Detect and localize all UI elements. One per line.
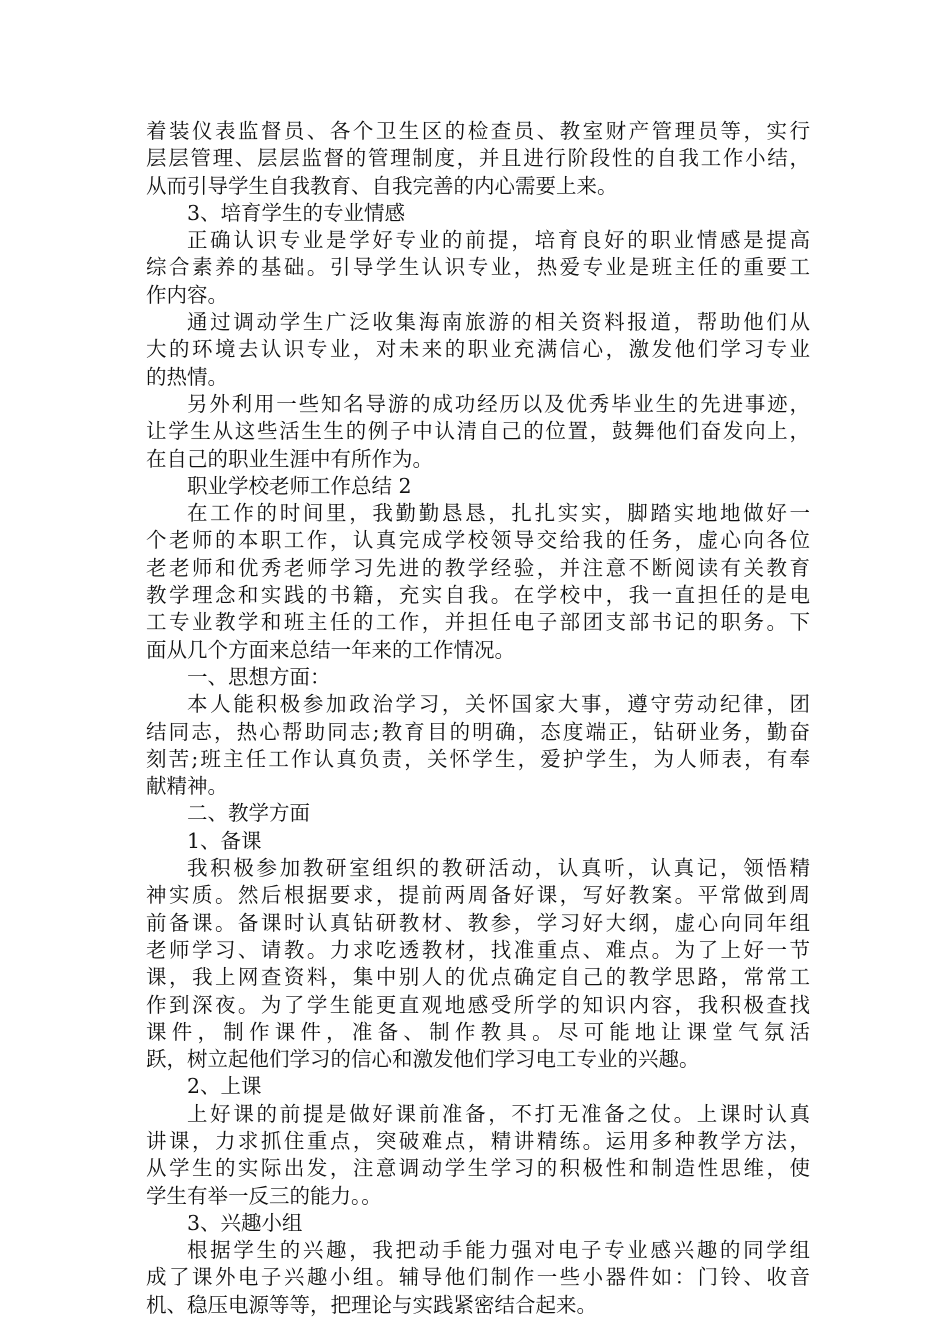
text-line: 层层管理、层层监督的管理制度，并且进行阶段性的自我工作小结， (146, 146, 810, 171)
text-line: 通过调动学生广泛收集海南旅游的相关资料报道，帮助他们从 (187, 310, 810, 335)
text-line: 跃，树立起他们学习的信心和激发他们学习电工专业的兴趣。 (146, 1047, 700, 1072)
text-line: 工专业教学和班主任的工作，并担任电子部团支部书记的职务。下 (146, 610, 810, 635)
text-line: 成了课外电子兴趣小组。辅导他们制作一些小器件如：门铃、收音 (146, 1265, 810, 1290)
text-line: 课，我上网查资料，集中别人的优点确定自己的教学思路，常常工 (146, 965, 810, 990)
text-line: 1、备课 (187, 828, 262, 853)
text-line: 3、培育学生的专业情感 (187, 200, 406, 225)
text-line: 正确认识专业是学好专业的前提，培育良好的职业情感是提高 (187, 228, 810, 253)
text-line: 在自己的职业生涯中有所作为。 (146, 446, 433, 471)
text-line: 大的环境去认识专业，对未来的职业充满信心，激发他们学习专业 (146, 337, 810, 362)
text-line: 让学生从这些活生生的例子中认清自己的位置，鼓舞他们奋发向上， (146, 419, 810, 444)
text-line: 老老师和优秀老师学习先进的教学经验，并注意不断阅读有关教育 (146, 555, 810, 580)
text-line: 二、教学方面 (187, 801, 310, 826)
text-line: 从而引导学生自我教育、自我完善的内心需要上来。 (146, 173, 618, 198)
text-line: 讲课，力求抓住重点，突破难点，精讲精练。运用多种教学方法， (146, 1128, 810, 1153)
text-line: 献精神。 (146, 774, 228, 799)
text-line: 在工作的时间里，我勤勤恳恳，扎扎实实，脚踏实地地做好一 (187, 501, 810, 526)
text-line: 根据学生的兴趣，我把动手能力强对电子专业感兴趣的同学组 (187, 1238, 810, 1263)
text-line: 我积极参加教研室组织的教研活动，认真听，认真记，领悟精 (187, 856, 810, 881)
text-line: 个老师的本职工作，认真完成学校领导交给我的任务，虚心向各位 (146, 528, 810, 553)
text-line: 上好课的前提是做好课前准备，不打无准备之仗。上课时认真 (187, 1101, 810, 1126)
text-line: 作到深夜。为了学生能更直观地感受所学的知识内容，我积极查找 (146, 992, 810, 1017)
text-line: 本人能积极参加政治学习，关怀国家大事，遵守劳动纪律，团 (187, 692, 810, 717)
text-line: 教学理念和实践的书籍，充实自我。在学校中，我一直担任的是电 (146, 583, 810, 608)
text-line: 结同志，热心帮助同志;教育目的明确，态度端正，钻研业务，勤奋 (146, 719, 810, 744)
text-line: 机、稳压电源等等，把理论与实践紧密结合起来。 (146, 1292, 597, 1317)
text-line: 刻苦;班主任工作认真负责，关怀学生，爱护学生，为人师表，有奉 (146, 746, 810, 771)
text-line: 3、兴趣小组 (187, 1210, 303, 1235)
text-line: 的热情。 (146, 364, 228, 389)
text-line: 2、上课 (187, 1074, 262, 1099)
text-line: 神实质。然后根据要求，提前两周备好课，写好教案。平常做到周 (146, 883, 810, 908)
text-line: 一、思想方面： (187, 664, 331, 689)
text-line: 从学生的实际出发，注意调动学生学习的积极性和制造性思维，使 (146, 1156, 810, 1181)
text-line: 作内容。 (146, 282, 228, 307)
text-line: 着装仪表监督员、各个卫生区的检查员、教室财产管理员等，实行 (146, 119, 810, 143)
text-line: 面从几个方面来总结一年来的工作情况。 (146, 637, 515, 662)
text-line: 综合素养的基础。引导学生认识专业，热爱专业是班主任的重要工 (146, 255, 810, 280)
text-line: 另外利用一些知名导游的成功经历以及优秀毕业生的先进事迹， (187, 391, 810, 416)
text-line: 学生有举一反三的能力。。 (146, 1183, 382, 1208)
text-line: 老师学习、请教。力求吃透教材，找准重点、难点。为了上好一节 (146, 937, 810, 962)
text-line: 课件，制作课件，准备、制作教具。尽可能地让课堂气氛活 (146, 1019, 810, 1044)
text-line: 职业学校老师工作总结 2 (187, 473, 412, 498)
document-page (146, 118, 810, 1319)
text-line: 前备课。备课时认真钻研教材、教参，学习好大纲，虚心向同年组 (146, 910, 810, 935)
